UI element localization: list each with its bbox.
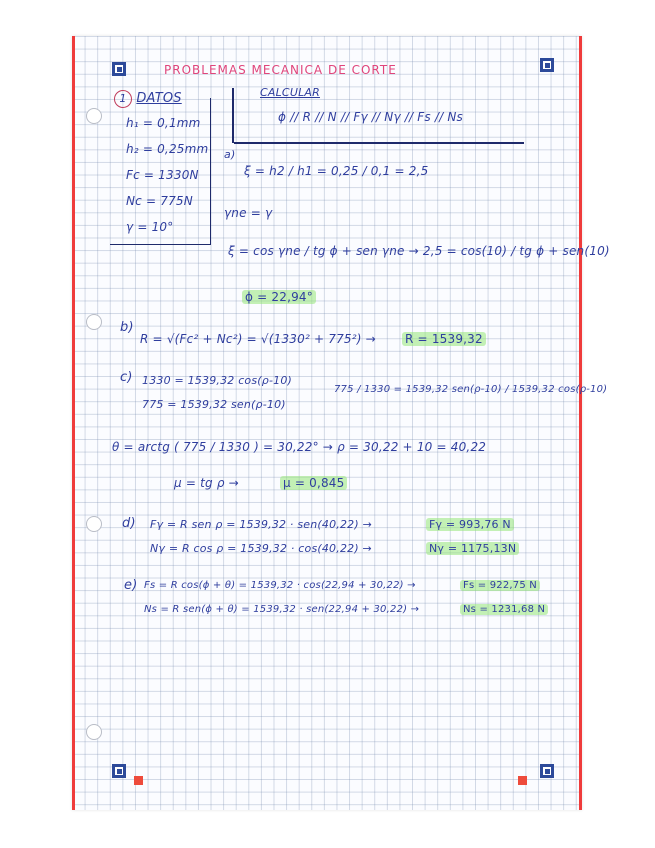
left-margin-line (72, 36, 75, 810)
result-highlight: Ns = 1231,68 N (460, 604, 548, 615)
part-c-line: 775 / 1330 = 1539,32 sen(ρ-10) / 1539,32 cos(ρ-10) (334, 384, 608, 395)
result-highlight: Nγ = 1175,13N (426, 542, 519, 555)
part-e-label: e) (124, 578, 138, 593)
binder-hole (86, 108, 102, 124)
datos-title: DATOS (136, 91, 182, 106)
corner-marker-icon (540, 58, 554, 72)
part-c-line: θ = arctg ( 775 / 1330 ) = 30,22° → ρ = 30,22 + 10 = 40,22 (112, 440, 487, 454)
corner-marker-icon (112, 62, 126, 76)
calcular-divider (232, 88, 234, 143)
corner-marker-icon (112, 764, 126, 778)
result-highlight: Fγ = 993,76 N (426, 518, 514, 531)
binder-hole (86, 314, 102, 330)
corner-marker-icon (540, 764, 554, 778)
part-c-result (280, 476, 347, 490)
calcular-items: ϕ // R // N // Fγ // Nγ // Fs // Ns (278, 110, 463, 124)
corner-square (134, 776, 143, 785)
problem-number: 1 (114, 90, 132, 108)
datos-line: h₁ = 0,1mm (126, 116, 201, 130)
binder-hole (86, 724, 102, 740)
datos-line: Fc = 1330N (126, 168, 199, 182)
part-d-result (426, 518, 514, 531)
datos-line: h₂ = 0,25mm (126, 142, 209, 156)
part-e-result (460, 580, 540, 591)
part-a-result (242, 290, 316, 304)
part-a-label: a) (224, 148, 236, 161)
datos-line: γ = 10° (126, 220, 174, 234)
part-d-line: Nγ = R cos ρ = 1539,32 · cos(40,22) → (150, 542, 372, 555)
part-b-line: R = √(Fc² + Nc²) = √(1330² + 775²) → (140, 332, 376, 346)
part-e-result (460, 604, 548, 615)
part-c-line: μ = tg ρ → (174, 476, 239, 490)
part-c-label: c) (120, 370, 133, 385)
result-highlight: Fs = 922,75 N (460, 580, 540, 591)
notebook-page (72, 36, 610, 810)
part-b-result (402, 332, 486, 346)
page-title: PROBLEMAS MECANICA DE CORTE (164, 63, 397, 77)
part-c-line: 775 = 1539,32 sen(ρ-10) (142, 398, 286, 411)
part-d-result (426, 542, 519, 555)
part-b-label: b) (120, 320, 134, 335)
corner-square (518, 776, 527, 785)
binder-hole (86, 516, 102, 532)
calcular-underline (234, 142, 524, 144)
right-margin-line (579, 36, 582, 810)
result-highlight: μ = 0,845 (280, 476, 347, 490)
part-d-line: Fγ = R sen ρ = 1539,32 · sen(40,22) → (150, 518, 372, 531)
calcular-heading: CALCULAR (260, 86, 320, 99)
datos-line: Nc = 775N (126, 194, 193, 208)
result-highlight: R = 1539,32 (402, 332, 486, 346)
part-a-line: ξ = cos γne / tg ϕ + sen γne → 2,5 = cos(10) / tg ϕ + sen(10) (228, 244, 610, 258)
part-a-line: ξ = h2 / h1 = 0,25 / 0,1 = 2,5 (244, 164, 429, 178)
datos-heading (114, 90, 182, 108)
part-e-line: Fs = R cos(ϕ + θ) = 1539,32 · cos(22,94 + 30,22) → (144, 580, 416, 591)
part-c-line: 1330 = 1539,32 cos(ρ-10) (142, 374, 293, 387)
part-a-line: γne = γ (224, 206, 273, 220)
part-d-label: d) (122, 516, 136, 531)
part-e-line: Ns = R sen(ϕ + θ) = 1539,32 · sen(22,94 + 30,22) → (144, 604, 420, 615)
result-highlight: ϕ = 22,94° (242, 290, 316, 304)
